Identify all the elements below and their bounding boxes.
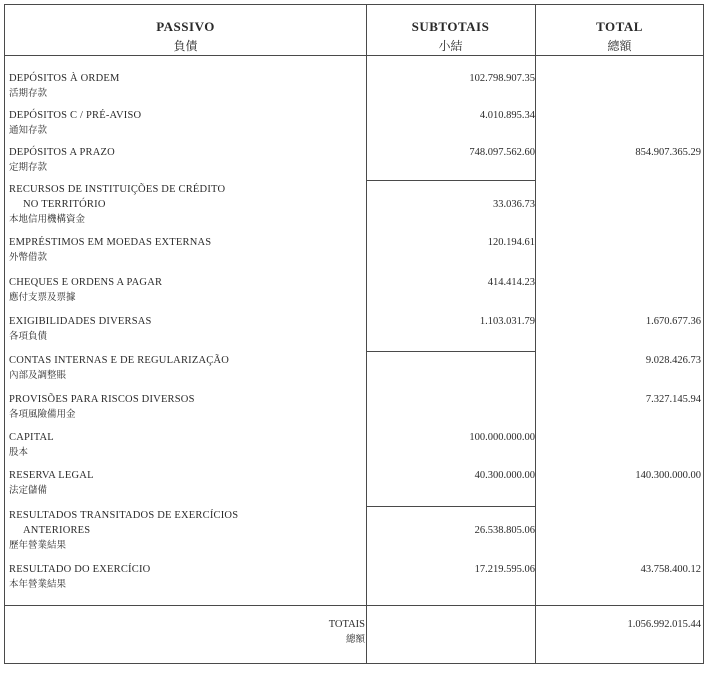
- row-subtotal: 102.798.907.35: [469, 73, 535, 84]
- row-total: 140.300.000.00: [635, 470, 701, 481]
- row-total: 854.907.365.29: [635, 147, 701, 158]
- header-passivo-pt: PASSIVO: [156, 19, 215, 34]
- row-label-cn: 外幣借款: [9, 252, 48, 263]
- header-divider: [5, 55, 703, 56]
- row-label-pt: DEPÓSITOS A PRAZO: [9, 147, 115, 158]
- liabilities-table: [4, 4, 704, 664]
- row-label-pt: EXIGIBILIDADES DIVERSAS: [9, 316, 152, 327]
- header-subtotais-pt: SUBTOTAIS: [411, 19, 490, 34]
- row-label-pt: CONTAS INTERNAS E DE REGULARIZAÇÃO: [9, 355, 230, 366]
- row-label-cn: 應付支票及票據: [9, 292, 76, 303]
- row-subtotal: 100.000.000.00: [469, 432, 535, 443]
- row-label-pt: EMPRÉSTIMOS EM MOEDAS EXTERNAS: [9, 237, 212, 248]
- grand-total: 1.056.992.015.44: [627, 619, 701, 630]
- header-total-cn: 總額: [607, 39, 632, 53]
- row-subtotal: 17.219.595.06: [474, 564, 535, 575]
- row-label-pt: RESERVA LEGAL: [9, 470, 94, 481]
- row-label-cn: 股本: [9, 447, 29, 458]
- row-subtotal: 26.538.805.06: [474, 525, 535, 536]
- header-subtotais-cn: 小結: [438, 39, 463, 53]
- row-label-pt-continued: NO TERRITÓRIO: [23, 199, 106, 210]
- totals-label-cn: 總額: [345, 634, 365, 645]
- totals-label-pt: TOTAIS: [328, 619, 365, 630]
- header-total-pt: TOTAL: [596, 19, 643, 34]
- group-divider-2: [366, 351, 535, 352]
- row-subtotal: 120.194.61: [487, 237, 535, 248]
- row-subtotal: 414.414.23: [487, 277, 535, 288]
- row-subtotal: 4.010.895.34: [479, 110, 535, 121]
- header-total: [535, 19, 704, 54]
- row-subtotal: 748.097.562.60: [469, 147, 535, 158]
- column-divider-2: [535, 5, 536, 663]
- header-passivo: [5, 19, 366, 54]
- row-label-cn: 活期存款: [9, 88, 48, 99]
- totals-divider: [5, 605, 703, 606]
- row-label-cn: 通知存款: [9, 125, 48, 136]
- row-label-cn: 法定儲備: [9, 485, 48, 496]
- row-label-cn: 定期存款: [9, 162, 48, 173]
- row-label-cn: 本年營業結果: [9, 579, 67, 590]
- row-label-pt: RECURSOS DE INSTITUIÇÕES DE CRÉDITO: [9, 184, 226, 195]
- row-label-pt: DEPÓSITOS À ORDEM: [9, 73, 120, 84]
- row-total: 7.327.145.94: [645, 394, 701, 405]
- row-label-pt: RESULTADO DO EXERCÍCIO: [9, 564, 151, 575]
- row-label-cn: 各項風險備用金: [9, 409, 76, 420]
- group-divider-3: [366, 506, 535, 507]
- row-label-cn: 各項負債: [9, 331, 48, 342]
- group-divider-1: [366, 180, 535, 181]
- row-subtotal: 1.103.031.79: [479, 316, 535, 327]
- row-total: 1.670.677.36: [645, 316, 701, 327]
- row-label-pt: CHEQUES E ORDENS A PAGAR: [9, 277, 163, 288]
- row-label-pt: RESULTADOS TRANSITADOS DE EXERCÍCIOS: [9, 510, 239, 521]
- row-label-cn: 內部及調整賬: [9, 370, 67, 381]
- row-label-pt: CAPITAL: [9, 432, 54, 443]
- header-subtotais: [366, 19, 535, 54]
- row-label-pt: PROVISÕES PARA RISCOS DIVERSOS: [9, 394, 195, 405]
- row-label-pt-continued: ANTERIORES: [23, 525, 91, 536]
- row-total: 9.028.426.73: [645, 355, 701, 366]
- header-passivo-cn: 負債: [173, 39, 198, 53]
- row-label-cn: 本地信用機構資金: [9, 214, 86, 225]
- row-total: 43.758.400.12: [640, 564, 701, 575]
- row-label-cn: 歷年營業結果: [9, 540, 67, 551]
- row-subtotal: 40.300.000.00: [474, 470, 535, 481]
- row-label-pt: DEPÓSITOS C / PRÉ-AVISO: [9, 110, 142, 121]
- row-subtotal: 33.036.73: [493, 199, 535, 210]
- column-divider-1: [366, 5, 367, 663]
